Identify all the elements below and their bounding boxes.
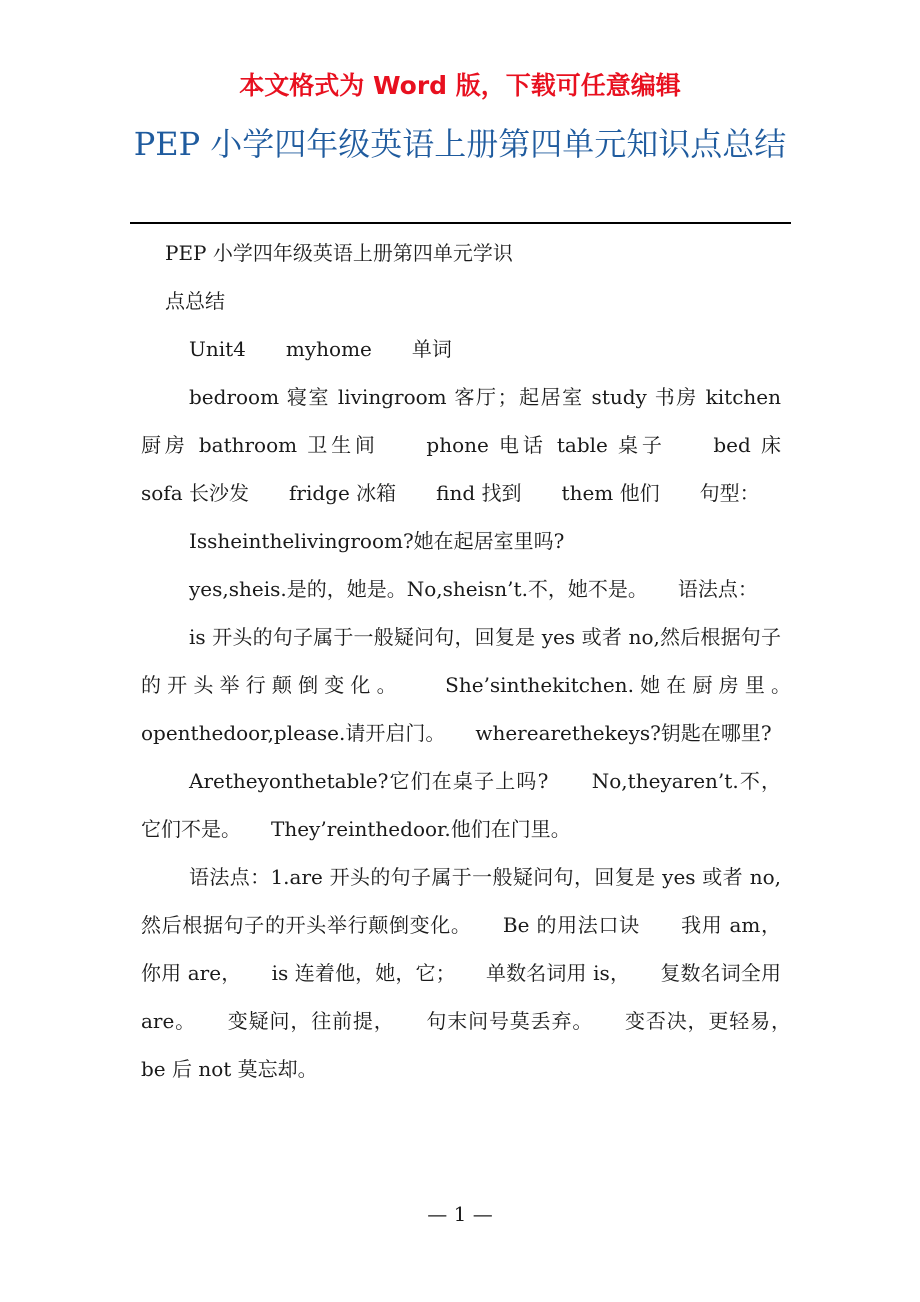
document-title: PEP 小学四年级英语上册第四单元知识点总结 — [133, 125, 787, 163]
document-body — [141, 229, 821, 1093]
title-divider — [130, 222, 791, 224]
vocabulary-paragraph: bedroom 寝室 livingroom 客厅；起居室 study 书房 kitchen 厨房 bathroom 卫生间 phone 电话 table 桌子 bed 床 sofa 长沙发 fridge 冰箱 find 找到 them 他们 句型： — [141, 385, 821, 505]
subtitle-line-2: 点总结 — [165, 289, 225, 313]
grammar-paragraph-1: is 开头的句子属于一般疑问句，回复是 yes 或者 no,然后根据句子的开头举行颠倒变化。 She’sinthekitchen.她在厨房里。 openthedoor,please.请开启门。 wherearethekeys?钥匙在哪里? — [141, 625, 821, 745]
sentence-pattern-3: Aretheyonthetable?它们在桌子上吗? No,theyaren’t.不，它们不是。 They’reinthedoor.他们在门里。 — [141, 769, 781, 841]
unit-heading: Unit4 myhome 单词 — [189, 337, 452, 361]
sentence-pattern-1: Issheinthelivingroom?她在起居室里吗? — [189, 529, 565, 553]
page-number: — 1 — — [427, 1202, 493, 1226]
format-banner: 本文格式为 Word 版，下载可任意编辑 — [239, 71, 681, 100]
subtitle-line-1: PEP 小学四年级英语上册第四单元学识 — [165, 241, 513, 265]
grammar-paragraph-2: 语法点：1.are 开头的句子属于一般疑问句，回复是 yes 或者 no,然后根据句子的开头举行颠倒变化。 Be 的用法口诀 我用 am，你用 are， is 连着他，她，它； 单数名词用 is， 复数名词全用 are。 变疑问，往前提， 句末问号莫丢弃。 变否决，更轻易， be 后 not 莫忘却。 — [141, 865, 821, 1081]
sentence-pattern-2: yes,sheis.是的，她是。No,sheisn’t.不，她不是。 语法点： — [189, 577, 758, 601]
